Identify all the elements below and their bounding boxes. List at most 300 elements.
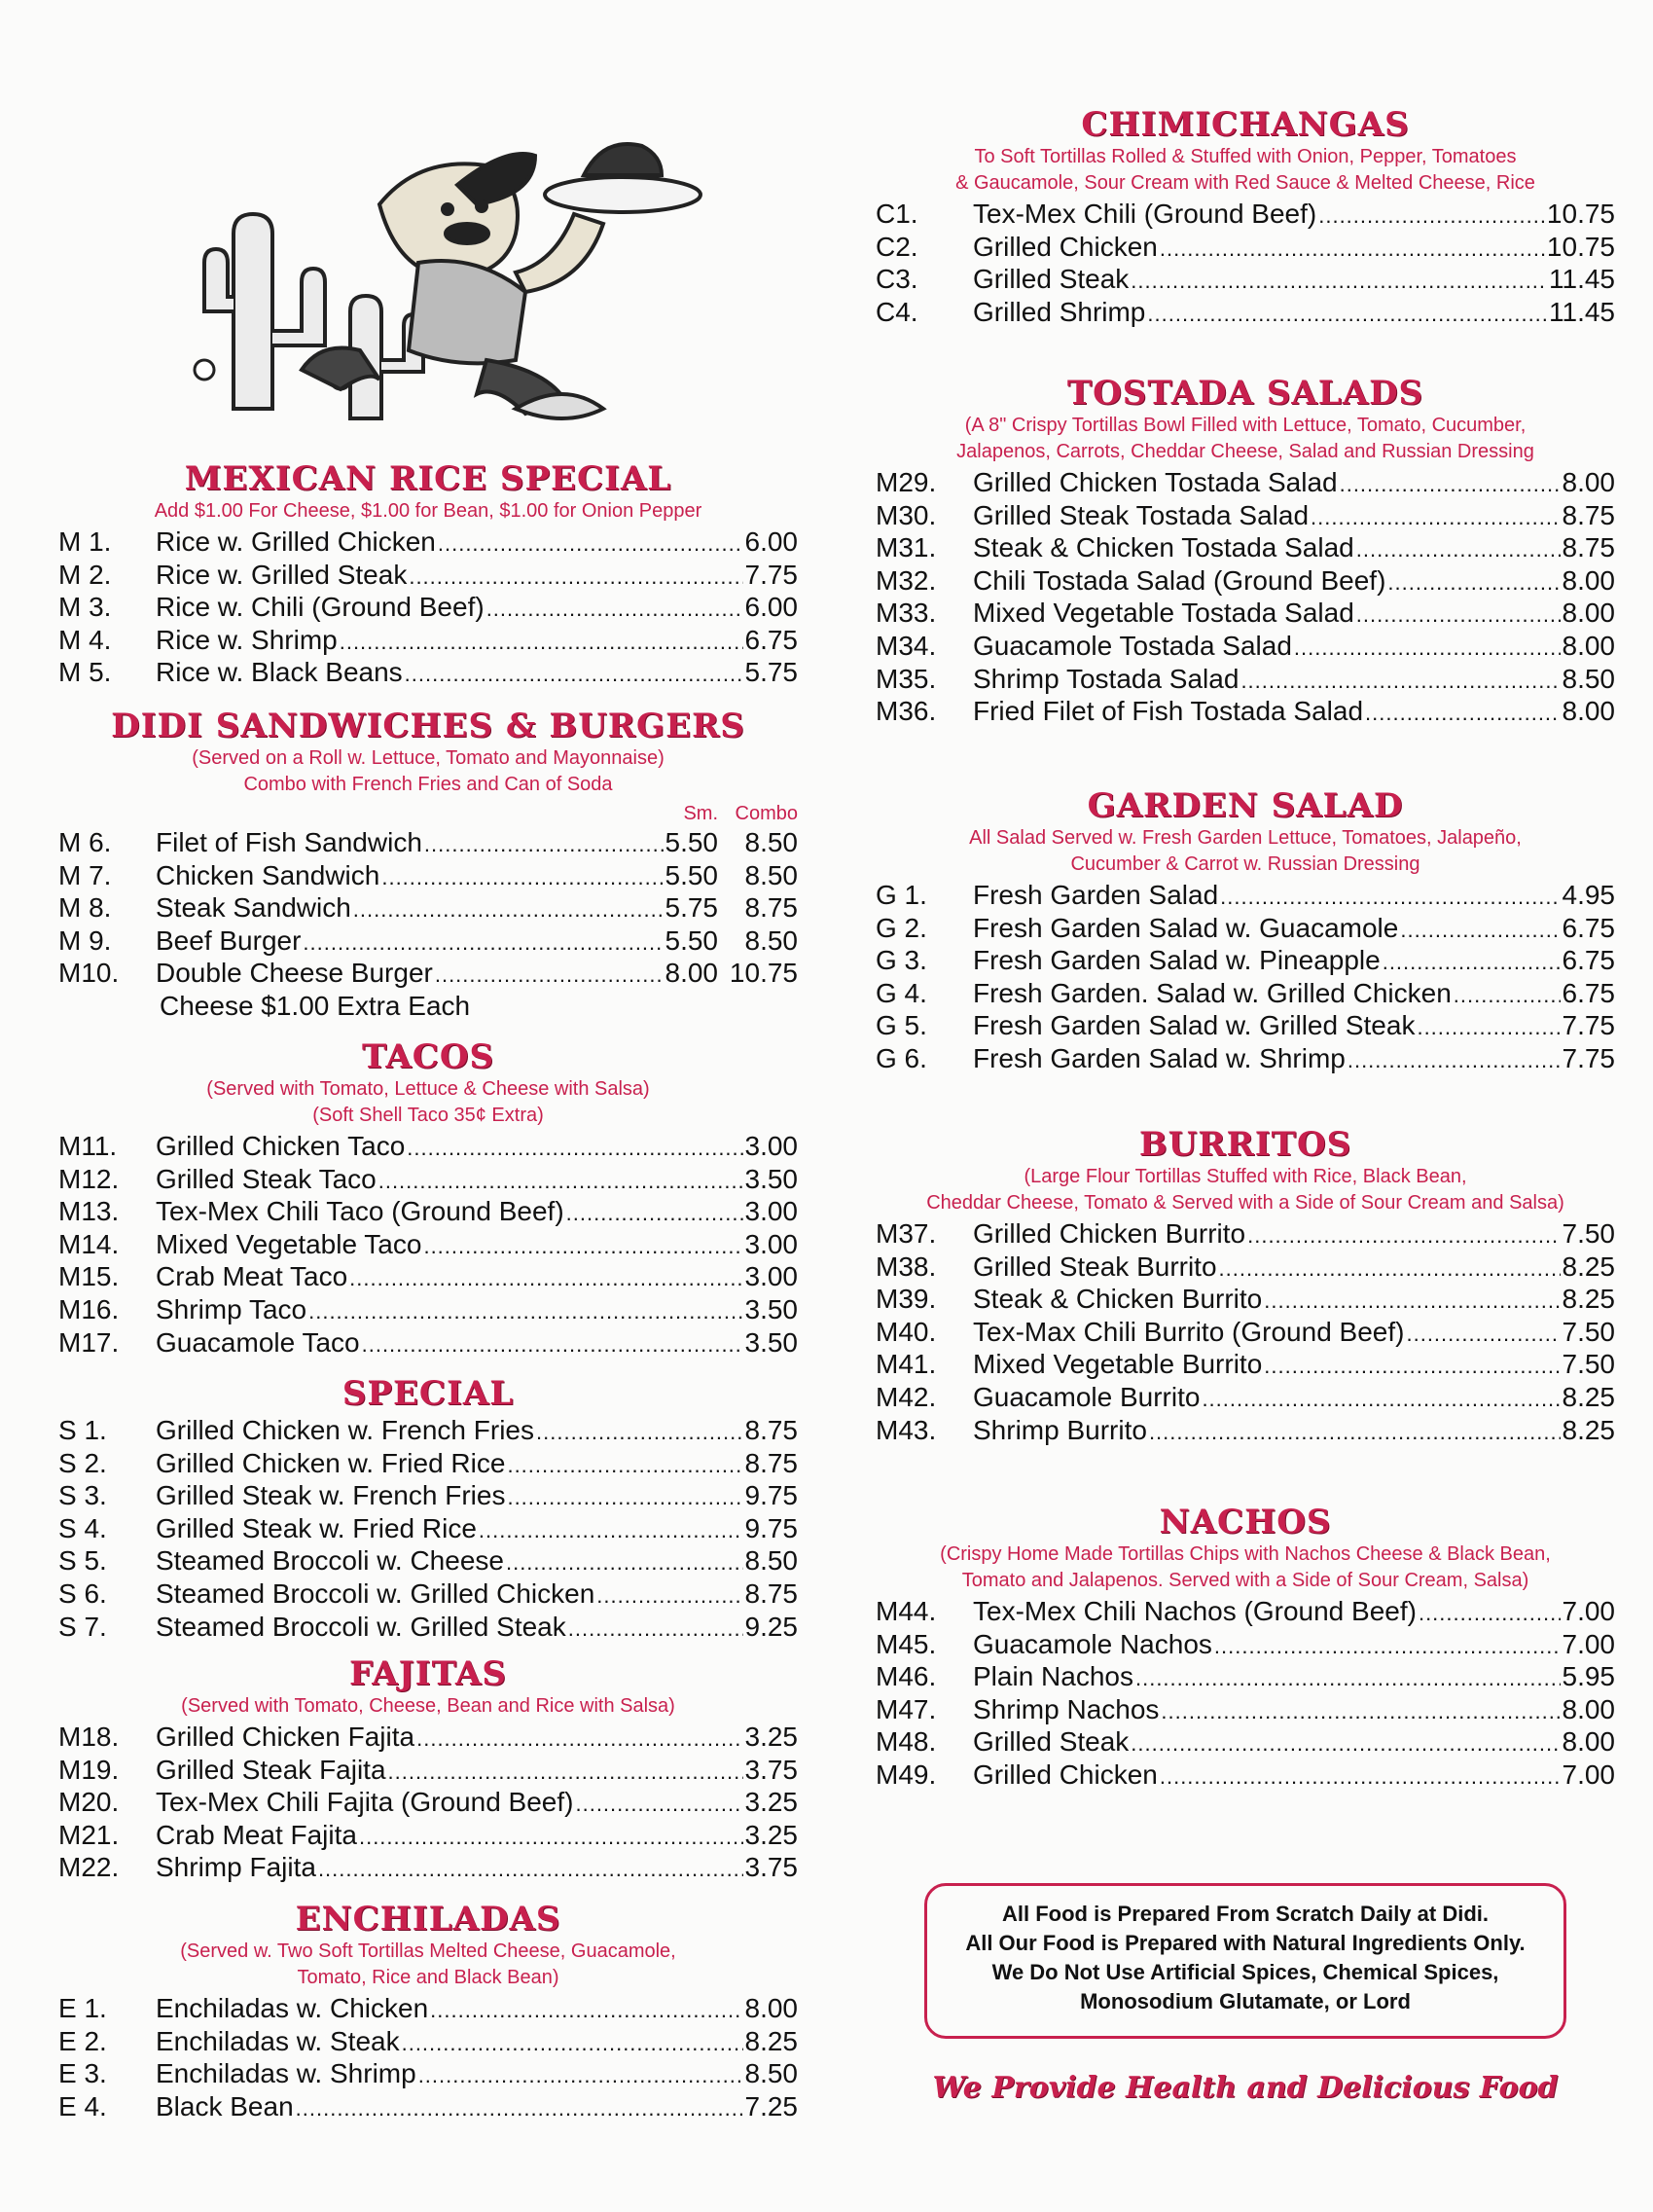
section-title: CHIMICHANGAS	[1081, 105, 1410, 144]
item-name: Grilled Chicken Fajita	[156, 1722, 415, 1752]
menu-item	[58, 1545, 798, 1578]
dot-leader	[1383, 947, 1561, 978]
dot-leader	[575, 1789, 742, 1820]
item-list	[58, 1415, 798, 1644]
item-name: Rice w. Shrimp	[156, 624, 338, 655]
item-price: 6.00	[744, 592, 798, 623]
tagline: We Provide Health and Delicious Food	[932, 2071, 1559, 2105]
item-name: Fresh Garden Salad	[973, 880, 1219, 910]
item-code: G 3.	[876, 945, 927, 976]
dot-leader	[359, 1822, 743, 1853]
fajitas-section	[58, 1654, 798, 1885]
item-code: S 5.	[58, 1545, 107, 1577]
dot-leader	[507, 1482, 742, 1513]
sm-column-header: Sm.	[683, 803, 718, 824]
item-code: M19.	[58, 1754, 120, 1785]
menu-item	[58, 526, 798, 560]
item-price: 4.95	[1562, 880, 1615, 910]
menu-item	[876, 1661, 1615, 1694]
menu-item	[58, 1513, 798, 1546]
column-headers	[58, 802, 798, 825]
notice-line: We Do Not Use Artificial Spices, Chemical Spices,	[991, 1960, 1499, 1984]
extra-note: Cheese $1.00 Extra Each	[160, 990, 471, 1021]
section-title: DIDI SANDWICHES & BURGERS	[111, 707, 745, 745]
item-name: Tex-Mex Chili (Ground Beef)	[973, 199, 1317, 229]
menu-item	[58, 1480, 798, 1513]
notice-line: Monosodium Glutamate, or Lord	[1080, 1989, 1411, 2013]
item-price: 8.75	[744, 1415, 798, 1445]
item-price: 6.75	[744, 624, 798, 655]
menu-item	[58, 925, 798, 959]
item-code: S 6.	[58, 1577, 107, 1609]
menu-item	[876, 913, 1615, 946]
menu-item	[876, 1010, 1615, 1043]
item-code: M32.	[876, 564, 937, 596]
tacos-section	[58, 1037, 798, 1360]
dot-leader	[378, 1166, 743, 1197]
menu-item	[876, 264, 1615, 297]
item-name: Plain Nachos	[973, 1661, 1133, 1692]
item-price: 7.00	[1562, 1759, 1615, 1790]
item-code: M 6.	[58, 827, 112, 857]
item-name: Beef Burger	[156, 925, 302, 956]
notice-line: All Food is Prepared From Scratch Daily at Didi.	[1001, 1902, 1489, 1926]
item-name: Chili Tostada Salad (Ground Beef)	[973, 564, 1386, 596]
combo-column-header: Combo	[735, 803, 798, 824]
item-code: C3.	[876, 264, 918, 295]
menu-item	[58, 1261, 798, 1294]
item-code: M42.	[876, 1381, 937, 1412]
item-name: Fresh Garden Salad w. Guacamole	[973, 912, 1399, 943]
item-price: 8.00	[744, 1993, 798, 2023]
item-price: 8.75	[744, 1577, 798, 1609]
chimichangas-section	[876, 105, 1615, 329]
menu-item	[58, 1327, 798, 1360]
menu-item	[58, 1722, 798, 1755]
item-price: 8.75	[1562, 499, 1615, 530]
item-name: Fresh Garden Salad w. Pineapple	[973, 945, 1381, 976]
item-name: Steak & Chicken Tostada Salad	[973, 532, 1354, 563]
item-code: M 2.	[58, 559, 112, 590]
item-price: 3.50	[744, 1293, 798, 1324]
item-name: Grilled Steak	[973, 264, 1130, 295]
section-note: Cucumber & Carrot w. Russian Dressing	[1070, 853, 1420, 875]
dot-leader	[416, 1723, 742, 1755]
section-note: (Served with Tomato, Lettuce & Cheese with Salsa)	[206, 1078, 650, 1100]
menu-item	[58, 827, 798, 860]
item-code: M30.	[876, 499, 937, 530]
dot-leader	[388, 1757, 743, 1788]
section-note: To Soft Tortillas Rolled & Stuffed with Onion, Pepper, Tomatoes	[974, 146, 1517, 167]
item-code: M33.	[876, 598, 937, 629]
item-name: Tex-Max Chili Burrito (Ground Beef)	[973, 1316, 1405, 1347]
menu-item	[876, 598, 1615, 631]
item-code: M15.	[58, 1261, 120, 1292]
item-name: Grilled Steak Taco	[156, 1163, 377, 1194]
dot-leader	[1419, 1598, 1561, 1629]
item-code: M47.	[876, 1693, 937, 1724]
item-list	[58, 1131, 798, 1360]
item-code: M16.	[58, 1293, 120, 1324]
item-code: G 1.	[876, 880, 927, 910]
item-price: 3.25	[744, 1819, 798, 1850]
menu-item	[58, 1164, 798, 1197]
item-name: Crab Meat Taco	[156, 1261, 348, 1292]
item-price: 6.75	[1562, 912, 1615, 943]
item-list	[58, 1993, 798, 2123]
item-price: 8.50	[744, 2058, 798, 2089]
section-note: Combo with French Fries and Can of Soda	[243, 774, 613, 795]
section-note: Jalapenos, Carrots, Cheddar Cheese, Salad and Russian Dressing	[956, 441, 1534, 462]
dot-leader	[308, 1296, 742, 1327]
menu-item	[58, 1993, 798, 2026]
menu-item	[876, 467, 1615, 500]
item-name: Black Bean	[156, 2090, 294, 2121]
item-price: 8.00	[1562, 564, 1615, 596]
menu-item	[876, 1759, 1615, 1793]
item-code: E 1.	[58, 1993, 107, 2023]
dot-leader	[1264, 1351, 1560, 1382]
dot-leader	[1131, 1728, 1560, 1759]
item-price: 3.00	[744, 1131, 798, 1161]
item-price: 7.50	[1562, 1316, 1615, 1347]
dot-leader	[1240, 666, 1560, 697]
item-name: Steamed Broccoli w. Grilled Chicken	[156, 1577, 595, 1609]
item-name: Steamed Broccoli w. Grilled Steak	[156, 1611, 566, 1642]
item-price: 7.00	[1562, 1628, 1615, 1659]
dot-leader	[507, 1450, 742, 1481]
notice-box	[924, 1883, 1566, 2039]
menu-item	[58, 1852, 798, 1885]
menu-item	[876, 1218, 1615, 1251]
item-code: M35.	[876, 663, 937, 694]
item-code: M18.	[58, 1722, 120, 1752]
dot-leader	[1348, 1045, 1561, 1076]
menu-item	[876, 1284, 1615, 1317]
item-code: G 5.	[876, 1010, 927, 1041]
menu-item	[58, 860, 798, 893]
nachos-section	[876, 1503, 1615, 1793]
dot-leader	[1161, 1696, 1560, 1727]
item-name: Guacamole Taco	[156, 1326, 360, 1358]
menu-item	[58, 958, 798, 991]
garden-salad-section	[876, 786, 1615, 1076]
item-list	[876, 1596, 1615, 1793]
item-code: E 4.	[58, 2090, 107, 2121]
item-code: M45.	[876, 1628, 937, 1659]
burritos-section	[876, 1125, 1615, 1447]
item-price: 8.25	[1562, 1251, 1615, 1282]
item-price: 3.50	[744, 1326, 798, 1358]
item-code: G 6.	[876, 1042, 927, 1073]
item-code: G 4.	[876, 977, 927, 1008]
menu-item	[58, 1755, 798, 1788]
dot-leader	[1131, 266, 1547, 297]
item-price: 6.75	[1562, 977, 1615, 1008]
dot-leader	[1160, 234, 1545, 265]
item-code: M 3.	[58, 592, 112, 623]
item-name: Steak & Chicken Burrito	[973, 1284, 1263, 1315]
item-price: 10.75	[1546, 199, 1615, 229]
item-code: M 4.	[58, 624, 112, 655]
item-name: Grilled Steak w. Fried Rice	[156, 1512, 477, 1543]
dot-leader	[506, 1547, 743, 1578]
menu-item	[58, 1820, 798, 1853]
section-note: & Gaucamole, Sour Cream with Red Sauce & Melted Cheese, Rice	[955, 172, 1535, 194]
item-name: Chicken Sandwich	[156, 859, 380, 890]
menu-item	[58, 2091, 798, 2124]
menu-item	[58, 1229, 798, 1262]
item-price: 8.00	[1562, 598, 1615, 629]
menu-item	[58, 1294, 798, 1327]
sandwiches-section	[58, 707, 798, 1021]
item-name: Tex-Mex Chili Nachos (Ground Beef)	[973, 1596, 1417, 1626]
item-list	[876, 467, 1615, 729]
item-code: M38.	[876, 1251, 937, 1282]
item-list	[876, 1218, 1615, 1447]
item-code: M14.	[58, 1228, 120, 1259]
section-note: (Served w. Two Soft Tortillas Melted Cheese, Guacamole,	[180, 1940, 676, 1962]
dot-leader	[349, 1263, 742, 1294]
dot-leader	[362, 1329, 743, 1360]
item-price: 7.75	[744, 559, 798, 590]
dot-leader	[1417, 1012, 1560, 1043]
section-note: (Soft Shell Taco 35¢ Extra)	[312, 1105, 544, 1126]
dot-leader	[303, 927, 663, 959]
section-note: Cheddar Cheese, Tomato & Served with a Side of Sour Cream and Salsa)	[926, 1192, 1564, 1214]
item-name: Grilled Chicken Burrito	[973, 1218, 1246, 1249]
item-price: 8.25	[1562, 1284, 1615, 1315]
item-price: 8.00	[1562, 696, 1615, 727]
item-code: M39.	[876, 1284, 937, 1315]
section-title: GARDEN SALAD	[1087, 786, 1404, 825]
item-price: 5.50	[665, 925, 718, 956]
section-title: TOSTADA SALADS	[1066, 374, 1424, 413]
dot-leader	[418, 2060, 743, 2091]
item-price: 3.25	[744, 1722, 798, 1752]
dot-leader	[1356, 599, 1561, 631]
section-note: All Salad Served w. Fresh Garden Lettuce, Tomatoes, Jalapeño,	[969, 827, 1522, 849]
item-price: 7.50	[1562, 1349, 1615, 1380]
menu-item	[58, 1448, 798, 1481]
item-list	[58, 1722, 798, 1885]
dot-leader	[1406, 1319, 1560, 1350]
section-note: (Served with Tomato, Cheese, Bean and Rice with Salsa)	[181, 1695, 675, 1717]
dot-leader	[1219, 1253, 1561, 1285]
item-price: 7.25	[744, 2090, 798, 2121]
menu-item	[876, 978, 1615, 1011]
menu-item	[876, 1349, 1615, 1382]
item-code: M13.	[58, 1196, 120, 1227]
item-code: M36.	[876, 696, 937, 727]
item-name: Grilled Chicken Taco	[156, 1131, 406, 1161]
menu-item	[876, 297, 1615, 330]
dot-leader	[402, 2028, 743, 2059]
item-price: 5.75	[665, 892, 718, 924]
item-price: 3.75	[744, 1852, 798, 1883]
item-name: Fresh Garden. Salad w. Grilled Chicken	[973, 977, 1452, 1008]
item-price: 5.75	[744, 657, 798, 688]
item-price: 7.00	[1562, 1596, 1615, 1626]
section-title: SPECIAL	[341, 1374, 515, 1413]
item-code: M34.	[876, 630, 937, 661]
item-list	[876, 880, 1615, 1076]
item-name: Enchiladas w. Chicken	[156, 1993, 429, 2023]
menu-item	[58, 1415, 798, 1448]
section-note: (Large Flour Tortillas Stuffed with Rice, Black Bean,	[1024, 1166, 1467, 1187]
dot-leader	[486, 594, 743, 625]
item-name: Rice w. Grilled Chicken	[156, 526, 436, 557]
menu-item	[876, 1382, 1615, 1415]
menu-item	[58, 1612, 798, 1645]
dot-leader	[479, 1515, 743, 1546]
dot-leader	[1147, 299, 1547, 330]
menu-item	[876, 1694, 1615, 1727]
item-name: Mixed Vegetable Taco	[156, 1228, 422, 1259]
section-note: Add $1.00 For Cheese, $1.00 for Bean, $1.00 for Onion Pepper	[154, 500, 702, 522]
item-name: Grilled Steak Tostada Salad	[973, 499, 1310, 530]
menu-item	[58, 1131, 798, 1164]
mexican-rice-section	[58, 459, 798, 690]
item-code: M41.	[876, 1349, 937, 1380]
item-name: Grilled Shrimp	[973, 296, 1146, 327]
item-code: C1.	[876, 199, 918, 229]
item-name: Shrimp Taco	[156, 1293, 307, 1324]
item-code: M 1.	[58, 526, 112, 557]
item-name: Rice w. Chili (Ground Beef)	[156, 592, 485, 623]
dot-leader	[381, 862, 663, 893]
item-code: C2.	[876, 231, 918, 262]
item-code: M10.	[58, 958, 120, 989]
dot-leader	[405, 659, 743, 690]
item-name: Guacamole Tostada Salad	[973, 630, 1292, 661]
menu-item	[58, 560, 798, 593]
dot-leader	[1264, 1286, 1560, 1317]
menu-item	[876, 880, 1615, 913]
dot-leader	[1318, 200, 1545, 232]
item-code: M49.	[876, 1759, 937, 1790]
item-code: M37.	[876, 1218, 937, 1249]
item-code: S 7.	[58, 1611, 107, 1642]
dot-leader	[1365, 698, 1560, 729]
menu-item	[876, 1043, 1615, 1076]
item-code: M20.	[58, 1787, 120, 1818]
item-name: Rice w. Black Beans	[156, 657, 403, 688]
menu-item	[876, 1317, 1615, 1350]
item-price: 11.45	[1549, 296, 1615, 327]
item-price: 5.95	[1562, 1661, 1615, 1692]
item-price: 3.00	[744, 1261, 798, 1292]
item-name: Rice w. Grilled Steak	[156, 559, 408, 590]
item-name: Grilled Steak Burrito	[973, 1251, 1217, 1282]
item-price: 3.00	[744, 1196, 798, 1227]
item-price: 3.00	[744, 1228, 798, 1259]
item-price: 10.75	[1546, 231, 1615, 262]
item-name: Tex-Mex Chili Fajita (Ground Beef)	[156, 1787, 574, 1818]
item-name: Filet of Fish Sandwich	[156, 827, 422, 857]
tostada-section	[876, 374, 1615, 729]
enchiladas-section	[58, 1900, 798, 2123]
item-code: M17.	[58, 1326, 120, 1358]
item-price: 8.75	[744, 1447, 798, 1478]
menu-item	[876, 1629, 1615, 1662]
item-name: Guacamole Burrito	[973, 1381, 1201, 1412]
dot-leader	[568, 1614, 743, 1645]
item-price: 8.00	[1562, 630, 1615, 661]
item-code: M 8.	[58, 892, 112, 924]
item-price: 3.25	[744, 1787, 798, 1818]
item-price: 8.25	[744, 2025, 798, 2056]
dot-leader	[1311, 502, 1560, 533]
item-code: M40.	[876, 1316, 937, 1347]
item-price: 5.50	[665, 859, 718, 890]
dot-leader	[407, 1133, 742, 1164]
item-name: Double Cheese Burger	[156, 958, 433, 989]
menu-item	[876, 631, 1615, 664]
item-code: M21.	[58, 1819, 120, 1850]
dot-leader	[340, 627, 743, 658]
dot-leader	[536, 1417, 742, 1448]
item-price: 9.25	[744, 1611, 798, 1642]
item-code: M22.	[58, 1852, 120, 1883]
dot-leader	[1247, 1220, 1560, 1251]
item-name: Mixed Vegetable Burrito	[973, 1349, 1263, 1380]
menu-item	[58, 2026, 798, 2059]
dot-leader	[1135, 1663, 1561, 1694]
section-title: FAJITAS	[349, 1654, 507, 1693]
item-price: 8.00	[1562, 1726, 1615, 1758]
item-name: Grilled Chicken	[973, 1759, 1158, 1790]
item-code: S 4.	[58, 1512, 107, 1543]
waiter-figure	[302, 144, 701, 418]
section-note: (Crispy Home Made Tortillas Chips with Nachos Cheese & Black Bean,	[940, 1543, 1551, 1565]
item-name: Shrimp Fajita	[156, 1852, 316, 1883]
item-combo-price: 8.50	[744, 859, 798, 890]
item-code: M29.	[876, 467, 937, 497]
item-code: S 1.	[58, 1415, 107, 1445]
section-note: Tomato and Jalapenos. Served with a Side of Sour Cream, Salsa)	[961, 1570, 1529, 1591]
section-note: Tomato, Rice and Black Bean)	[297, 1967, 559, 1988]
dot-leader	[596, 1580, 742, 1612]
menu-item	[58, 2058, 798, 2091]
menu-item	[58, 657, 798, 690]
section-note: (Served on a Roll w. Lettuce, Tomato and Mayonnaise)	[192, 747, 665, 769]
item-name: Grilled Chicken Tostada Salad	[973, 467, 1338, 497]
menu-item	[876, 664, 1615, 697]
item-code: S 2.	[58, 1447, 107, 1478]
item-list	[58, 827, 798, 991]
section-title: MEXICAN RICE SPECIAL	[184, 459, 672, 498]
menu-item	[876, 1726, 1615, 1759]
item-price: 7.50	[1562, 1218, 1615, 1249]
dot-leader	[423, 1231, 742, 1262]
menu-item	[876, 696, 1615, 729]
item-price: 6.00	[744, 526, 798, 557]
dot-leader	[409, 562, 742, 593]
dot-leader	[1400, 915, 1560, 946]
dot-leader	[430, 1995, 742, 2026]
dot-leader	[1202, 1384, 1560, 1415]
item-price: 8.00	[1562, 1693, 1615, 1724]
dot-leader	[435, 960, 664, 991]
dot-leader	[1149, 1417, 1561, 1448]
item-name: Fried Filet of Fish Tostada Salad	[973, 696, 1364, 727]
notice-line: All Our Food is Prepared with Natural Ingredients Only.	[965, 1931, 1526, 1955]
item-price: 9.75	[744, 1480, 798, 1511]
item-price: 11.45	[1549, 264, 1615, 295]
section-title: BURRITOS	[1138, 1125, 1352, 1164]
item-code: M44.	[876, 1596, 937, 1626]
